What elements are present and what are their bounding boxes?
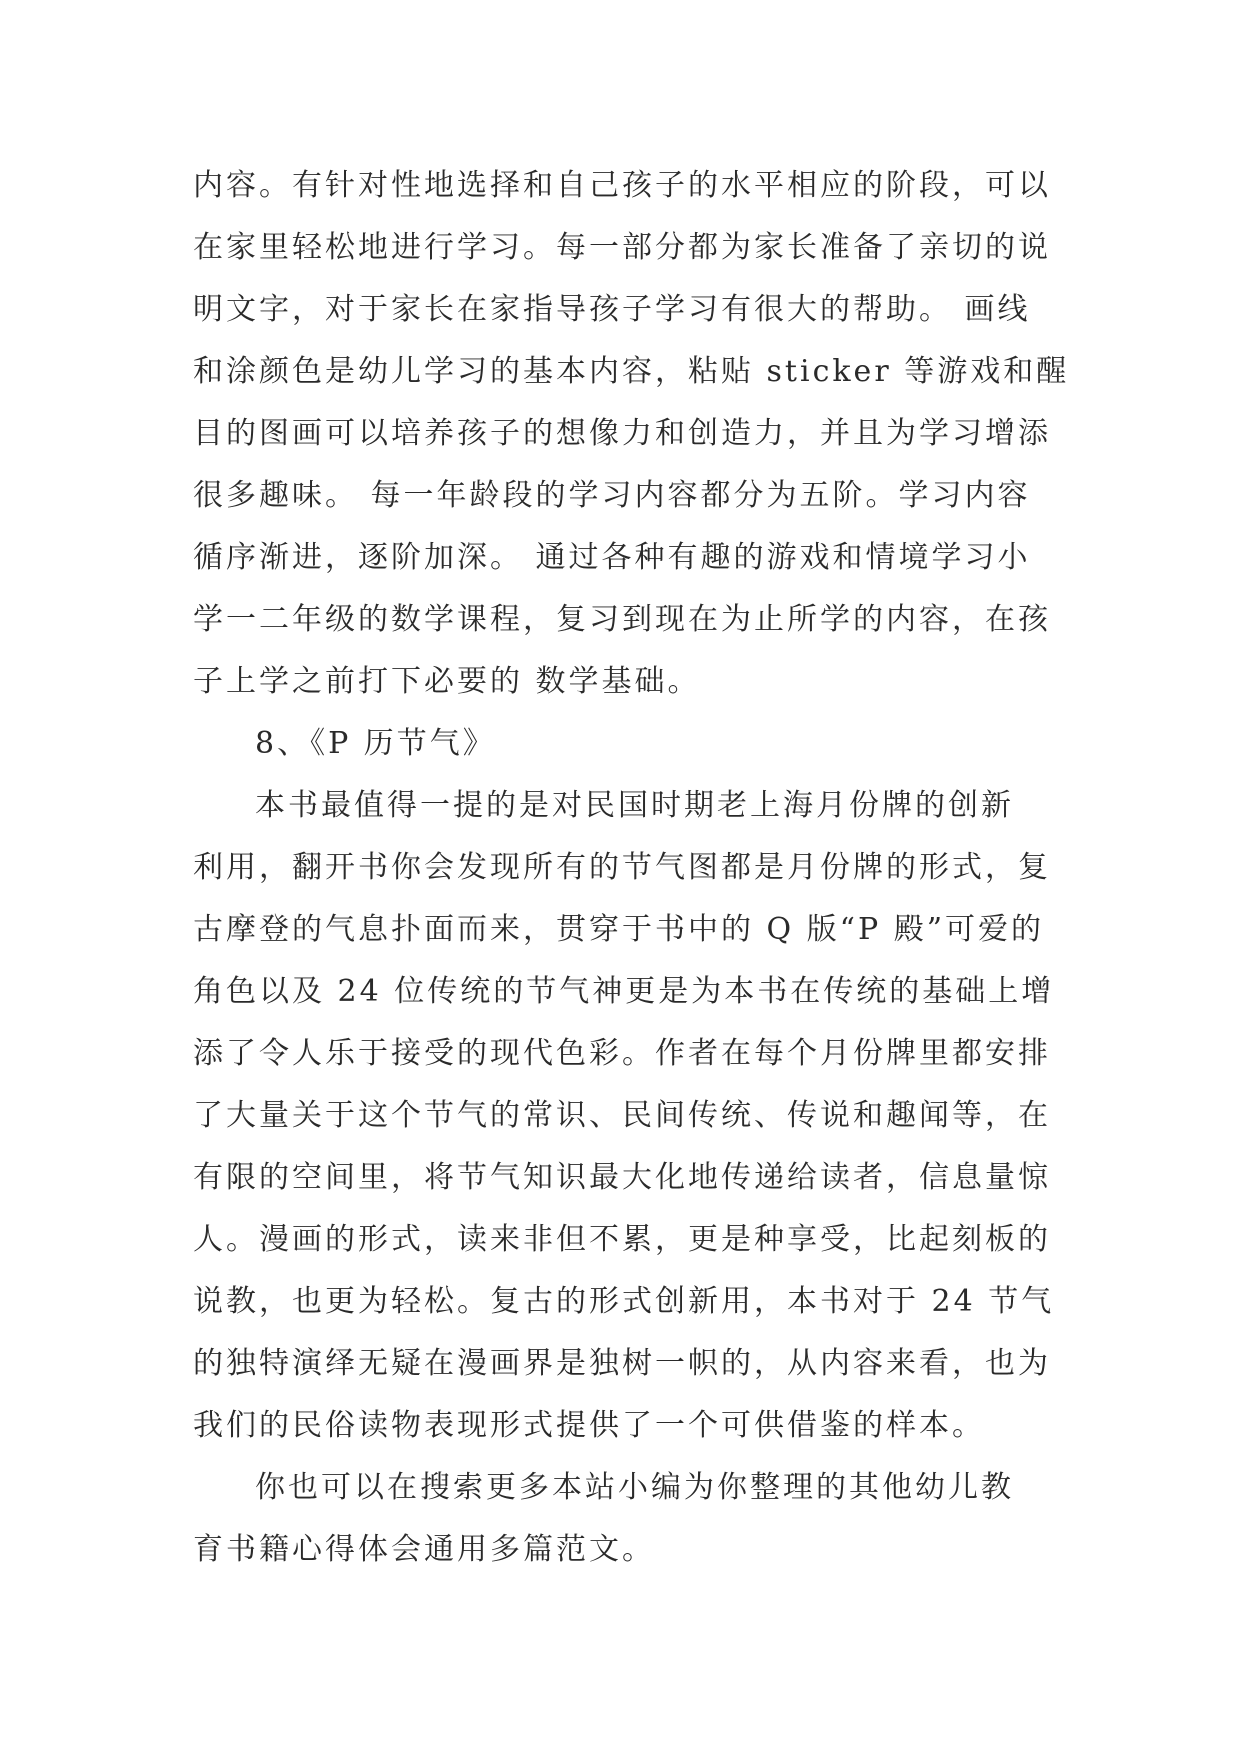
text-line: 人。漫画的形式，读来非但不累，更是种享受，比起刻板的 bbox=[193, 1222, 1051, 1257]
text-line: 明文字，对于家长在家指导孩子学习有很大的帮助。 画线 bbox=[193, 292, 1031, 327]
text-line: 角色以及 24 位传统的节气神更是为本书在传统的基础上增 bbox=[193, 974, 1055, 1009]
text-line: 在家里轻松地进行学习。每一部分都为家长准备了亲切的说 bbox=[193, 230, 1051, 265]
text-line: 循序渐进，逐阶加深。 通过各种有趣的游戏和情境学习小 bbox=[193, 540, 1031, 575]
text-line: 有限的空间里，将节气知识最大化地传递给读者，信息量惊 bbox=[193, 1160, 1051, 1195]
section-heading bbox=[193, 713, 1053, 775]
text-line: 很多趣味。 每一年龄段的学习内容都分为五阶。学习内容 bbox=[193, 478, 1031, 513]
text-line: 我们的民俗读物表现形式提供了一个可供借鉴的样本。 bbox=[193, 1408, 985, 1443]
text-line: 学一二年级的数学课程，复习到现在为止所学的内容，在孩 bbox=[193, 602, 1051, 637]
text-line: 了大量关于这个节气的常识、民间传统、传说和趣闻等，在 bbox=[193, 1098, 1051, 1133]
text-line: 本书最值得一提的是对民国时期老上海月份牌的创新 bbox=[255, 788, 1014, 823]
paragraph-book-review bbox=[193, 775, 1053, 1457]
paragraph-continuation bbox=[193, 155, 1070, 713]
text-line: 和涂颜色是幼儿学习的基本内容，粘贴 sticker 等游戏和醒 bbox=[193, 354, 1070, 389]
text-line: 添了令人乐于接受的现代色彩。作者在每个月份牌里都安排 bbox=[193, 1036, 1051, 1071]
text-line: 子上学之前打下必要的 数学基础。 bbox=[193, 664, 701, 699]
text-line: 育书籍心得体会通用多篇范文。 bbox=[193, 1532, 655, 1567]
heading-line: 8、《P 历节气》 bbox=[255, 726, 496, 761]
text-line: 的独特演绎无疑在漫画界是独树一帜的，从内容来看，也为 bbox=[193, 1346, 1051, 1381]
text-line: 目的图画可以培养孩子的想像力和创造力，并且为学习增添 bbox=[193, 416, 1051, 451]
text-line: 说教，也更为轻松。复古的形式创新用，本书对于 24 节气 bbox=[193, 1284, 1055, 1319]
text-line: 利用，翻开书你会发现所有的节气图都是月份牌的形式，复 bbox=[193, 850, 1051, 885]
text-line: 你也可以在搜索更多本站小编为你整理的其他幼儿教 bbox=[255, 1470, 1014, 1505]
paragraph-closing-note bbox=[193, 1457, 1053, 1581]
document-body bbox=[193, 155, 1070, 1581]
text-line: 内容。有针对性地选择和自己孩子的水平相应的阶段，可以 bbox=[193, 168, 1051, 203]
text-line: 古摩登的气息扑面而来，贯穿于书中的 Q 版“P 殿”可爱的 bbox=[193, 912, 1045, 947]
